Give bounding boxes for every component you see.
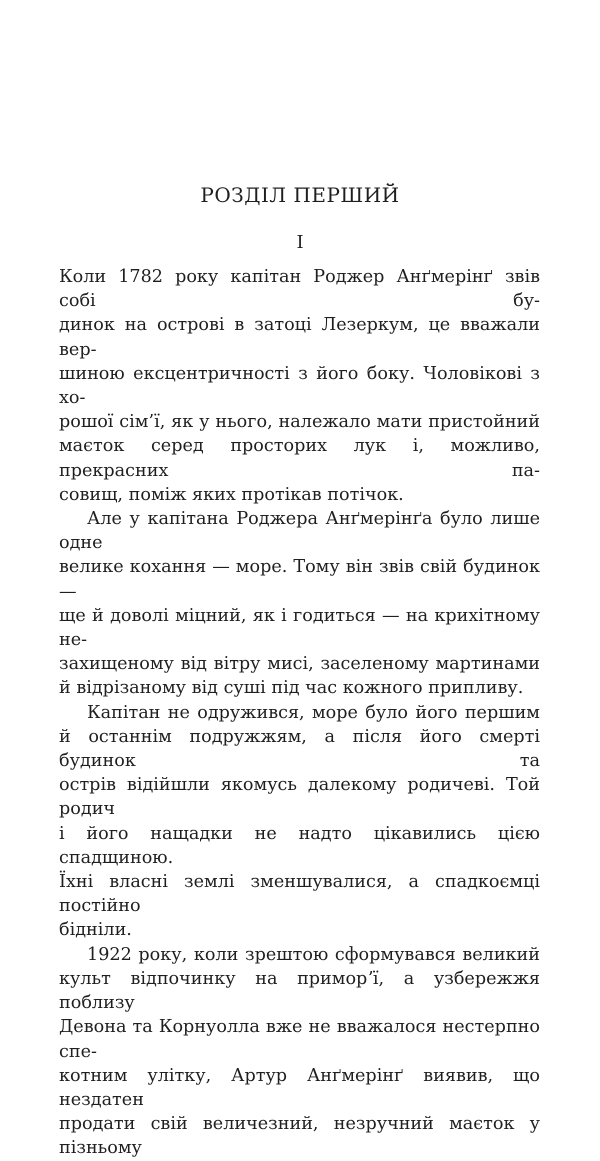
paragraph-1 <box>59 265 540 507</box>
text-line: захищеному від вітру мисі, заселеному мартинами <box>59 654 540 675</box>
section-number: І <box>296 232 304 253</box>
text-line: котним улітку, Артур Анґмерінґ виявив, що нездатен <box>59 1065 540 1110</box>
text-line: маєток серед просторих лук і, можливо, прекрасних па- <box>59 436 540 481</box>
text-line: й останнім подружжям, а після його смерті будинок та <box>59 726 540 772</box>
text-line: Їхні власні землі зменшувалися, а спадкоємці постійно <box>59 872 540 917</box>
text-line: Капітан не одружився, море було його першим <box>87 702 540 723</box>
text-line: динок на острові в затоці Лезеркум, це вважали вер- <box>59 315 540 360</box>
paragraph-2 <box>59 507 540 701</box>
text-line: совищ, поміж яких протікав потічок. <box>59 484 404 505</box>
text-line: острів відійшли якомусь далекому родичеві. Той родич <box>59 775 540 820</box>
text-line: рошої сім’ї, як у нього, належало мати пристойний <box>59 412 540 433</box>
text-line: 1922 року, коли зрештою сформувався великий <box>87 944 540 965</box>
text-line: і його нащадки не надто цікавились цією спадщиною. <box>59 823 540 868</box>
chapter-title: РОЗДІЛ ПЕРШИЙ <box>200 183 400 207</box>
text-line: велике кохання — море. Тому він звів свій будинок — <box>59 557 540 602</box>
text-line: культ відпочинку на приморʼї, а узбережжя поблизу <box>59 968 540 1014</box>
text-line: Девона та Корнуолла вже не вважалося нестерпно спе- <box>59 1017 540 1062</box>
text-line: Коли 1782 року капітан Роджер Анґмерінґ звів собі бу- <box>59 267 540 312</box>
body-text <box>59 265 540 1161</box>
paragraph-3 <box>59 701 540 943</box>
text-line: Але у капітана Роджера Анґмерінґа було лише одне <box>59 509 540 554</box>
text-line: шиною ексцентричності з його боку. Чоловікові з хо- <box>59 363 540 409</box>
text-line: ще й доволі міцний, як і годиться — на крихітному не- <box>59 605 540 651</box>
paragraph-4 <box>59 943 540 1161</box>
text-line: й відрізаному від суші під час кожного припливу. <box>59 678 524 699</box>
text-line: продати свій величезний, незручний маєток у пізньому <box>59 1114 540 1159</box>
text-line: бідніли. <box>59 920 132 941</box>
